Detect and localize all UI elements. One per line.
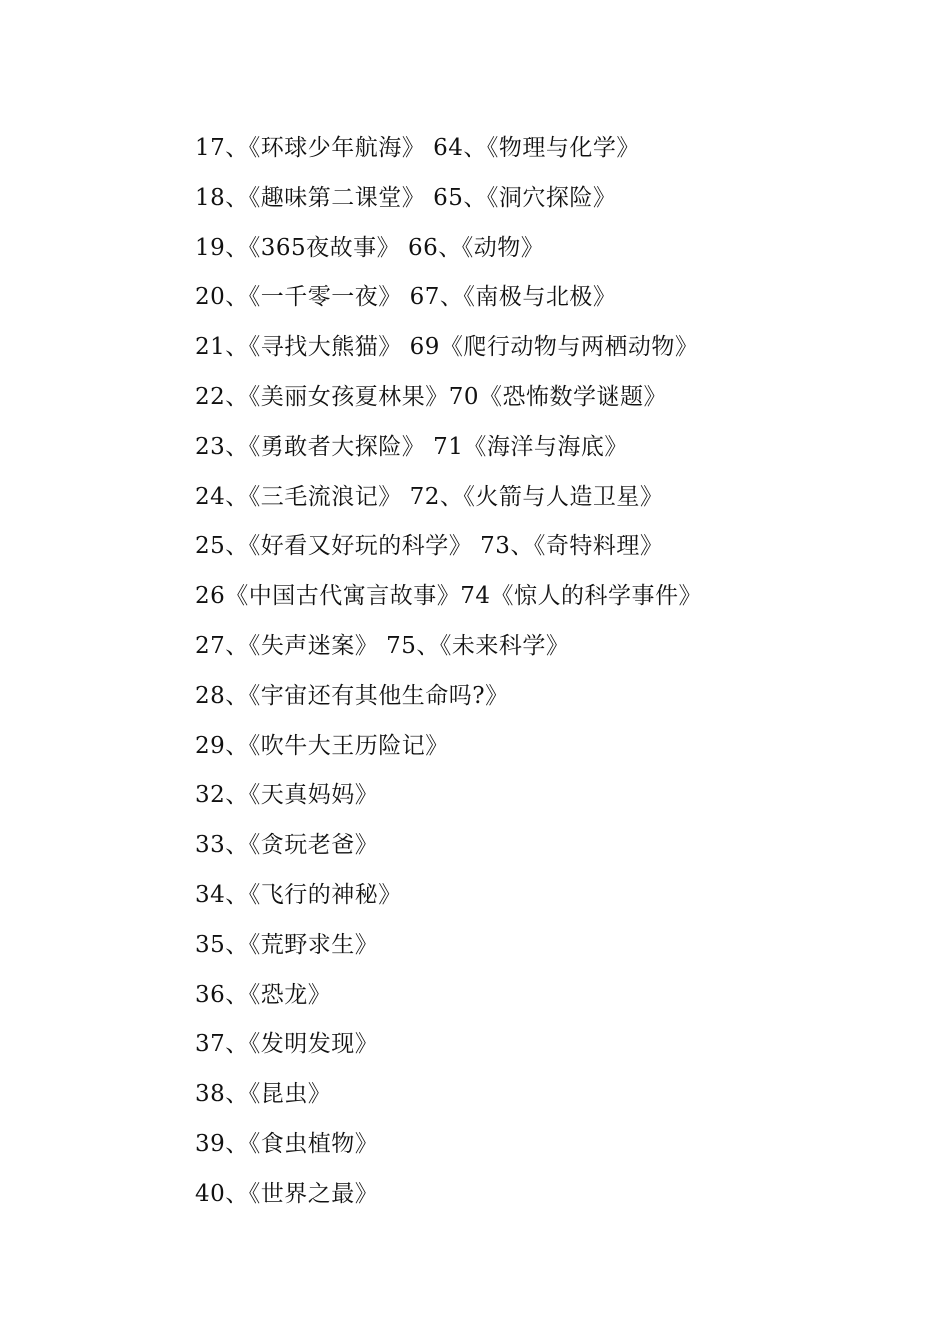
book-list bbox=[195, 124, 702, 1220]
list-item: 29、《吹牛大王历险记》 bbox=[195, 732, 449, 759]
list-item: 32、《天真妈妈》 bbox=[195, 782, 379, 809]
list-item: 34、《飞行的神秘》 bbox=[195, 881, 402, 908]
list-item: 26《中国古代寓言故事》74《惊人的科学事件》 bbox=[195, 583, 703, 610]
list-item: 40、《世界之最》 bbox=[195, 1180, 379, 1207]
list-item: 37、《发明发现》 bbox=[195, 1031, 379, 1058]
list-item: 28、《宇宙还有其他生命吗?》 bbox=[195, 682, 509, 709]
list-item: 22、《美丽女孩夏林果》70《恐怖数学谜题》 bbox=[195, 383, 668, 410]
list-item: 21、《寻找大熊猫》 69《爬行动物与两栖动物》 bbox=[195, 334, 699, 361]
list-item: 18、《趣味第二课堂》 65、《洞穴探险》 bbox=[195, 184, 617, 211]
list-item: 35、《荒野求生》 bbox=[195, 931, 379, 958]
list-item: 20、《一千零一夜》 67、《南极与北极》 bbox=[195, 284, 617, 311]
list-item: 33、《贪玩老爸》 bbox=[195, 832, 379, 859]
list-item: 23、《勇敢者大探险》 71《海洋与海底》 bbox=[195, 433, 628, 460]
list-item: 38、《昆虫》 bbox=[195, 1081, 332, 1108]
list-item: 17、《环球少年航海》 64、《物理与化学》 bbox=[195, 135, 640, 161]
list-item: 27、《失声迷案》 75、《未来科学》 bbox=[195, 632, 570, 659]
list-item: 19、《365夜故事》 66、《动物》 bbox=[195, 234, 545, 261]
list-item: 39、《食虫植物》 bbox=[195, 1130, 379, 1157]
list-item: 25、《好看又好玩的科学》 73、《奇特料理》 bbox=[195, 533, 664, 560]
list-item: 36、《恐龙》 bbox=[195, 981, 332, 1008]
list-item: 24、《三毛流浪记》 72、《火箭与人造卫星》 bbox=[195, 483, 664, 510]
